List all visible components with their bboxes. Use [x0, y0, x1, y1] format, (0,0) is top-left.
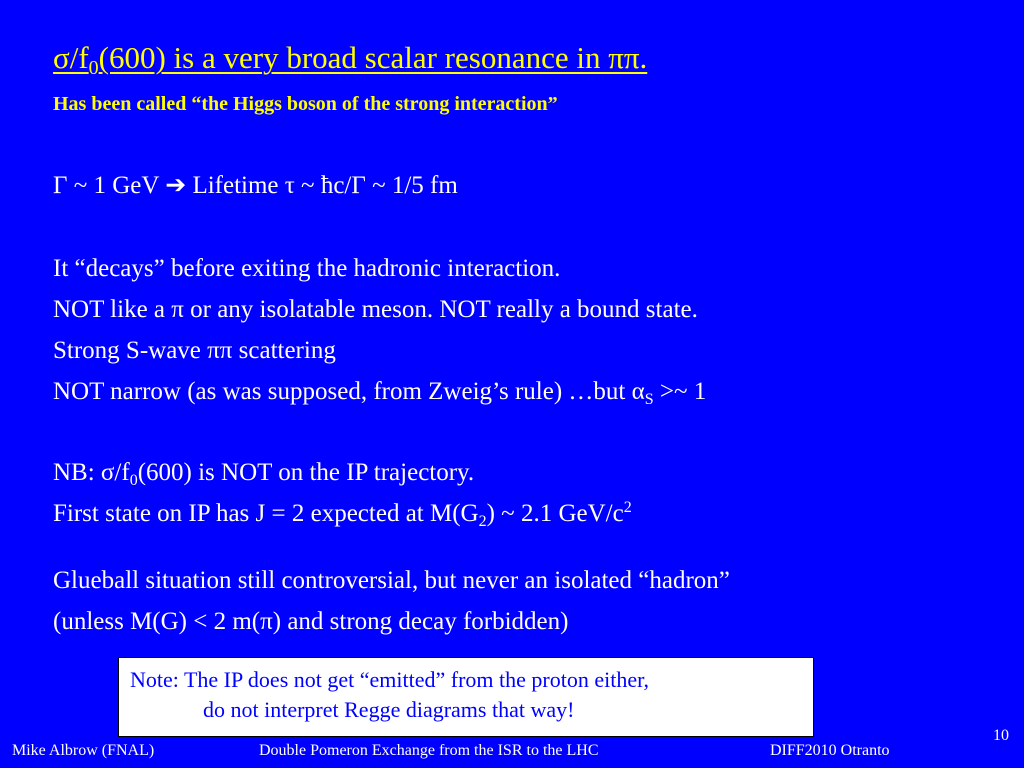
footer-author: Mike Albrow (FNAL) [12, 742, 155, 759]
body-line-not-meson: NOT like a π or any isolatable meson. NOT really a bound state. [53, 296, 698, 323]
alpha-subscript: S [644, 391, 654, 408]
footer-conference: DIFF2010 Otranto [770, 742, 890, 759]
arrow-right-icon: ➔ [165, 172, 187, 199]
g-subscript: 2 [478, 513, 487, 530]
slide-title [53, 40, 648, 79]
body-line-not-narrow [53, 377, 706, 407]
body-line-s-wave: Strong S-wave ππ scattering [53, 337, 336, 364]
note-box [118, 657, 814, 737]
width-text: Γ ~ 1 GeV [53, 172, 166, 199]
width-lifetime-line [53, 171, 458, 201]
body-line-decays: It “decays” before exiting the hadronic interaction. [53, 255, 561, 282]
nb-subscript: 0 [129, 472, 138, 489]
first-state-text-pre: First state on IP has J = 2 expected at M(G [53, 500, 479, 527]
note-line-1: Note: The IP does not get “emitted” from the proton either, [130, 667, 650, 692]
c-superscript: 2 [623, 499, 632, 516]
lifetime-text: Lifetime τ ~ ħc/Γ ~ 1/5 fm [186, 172, 458, 199]
footer-talk-title: Double Pomeron Exchange from the ISR to the LHC [259, 742, 599, 759]
first-state-line [53, 499, 632, 529]
not-narrow-text: NOT narrow (as was supposed, from Zweig’s rule) …but α [53, 378, 645, 405]
nb-text-pre: NB: σ/f [53, 459, 130, 486]
glueball-line-1: Glueball situation still controversial, but never an isolated “hadron” [53, 567, 730, 594]
page-number: 10 [993, 727, 1009, 744]
first-state-text-mid: ) ~ 2.1 GeV/c [486, 500, 624, 527]
note-line-2: do not interpret Regge diagrams that way! [203, 697, 575, 722]
title-subscript: 0 [88, 57, 99, 79]
nb-line [53, 458, 474, 488]
nb-text-post: (600) is NOT on the IP trajectory. [137, 459, 475, 486]
title-text-post: (600) is a very broad scalar resonance in ππ. [98, 40, 648, 75]
glueball-line-2: (unless M(G) < 2 m(π) and strong decay forbidden) [53, 608, 569, 635]
not-narrow-text-end: >~ 1 [653, 378, 707, 405]
slide-subtitle: Has been called “the Higgs boson of the strong interaction” [53, 93, 558, 115]
title-text-pre: σ/f [53, 40, 89, 75]
